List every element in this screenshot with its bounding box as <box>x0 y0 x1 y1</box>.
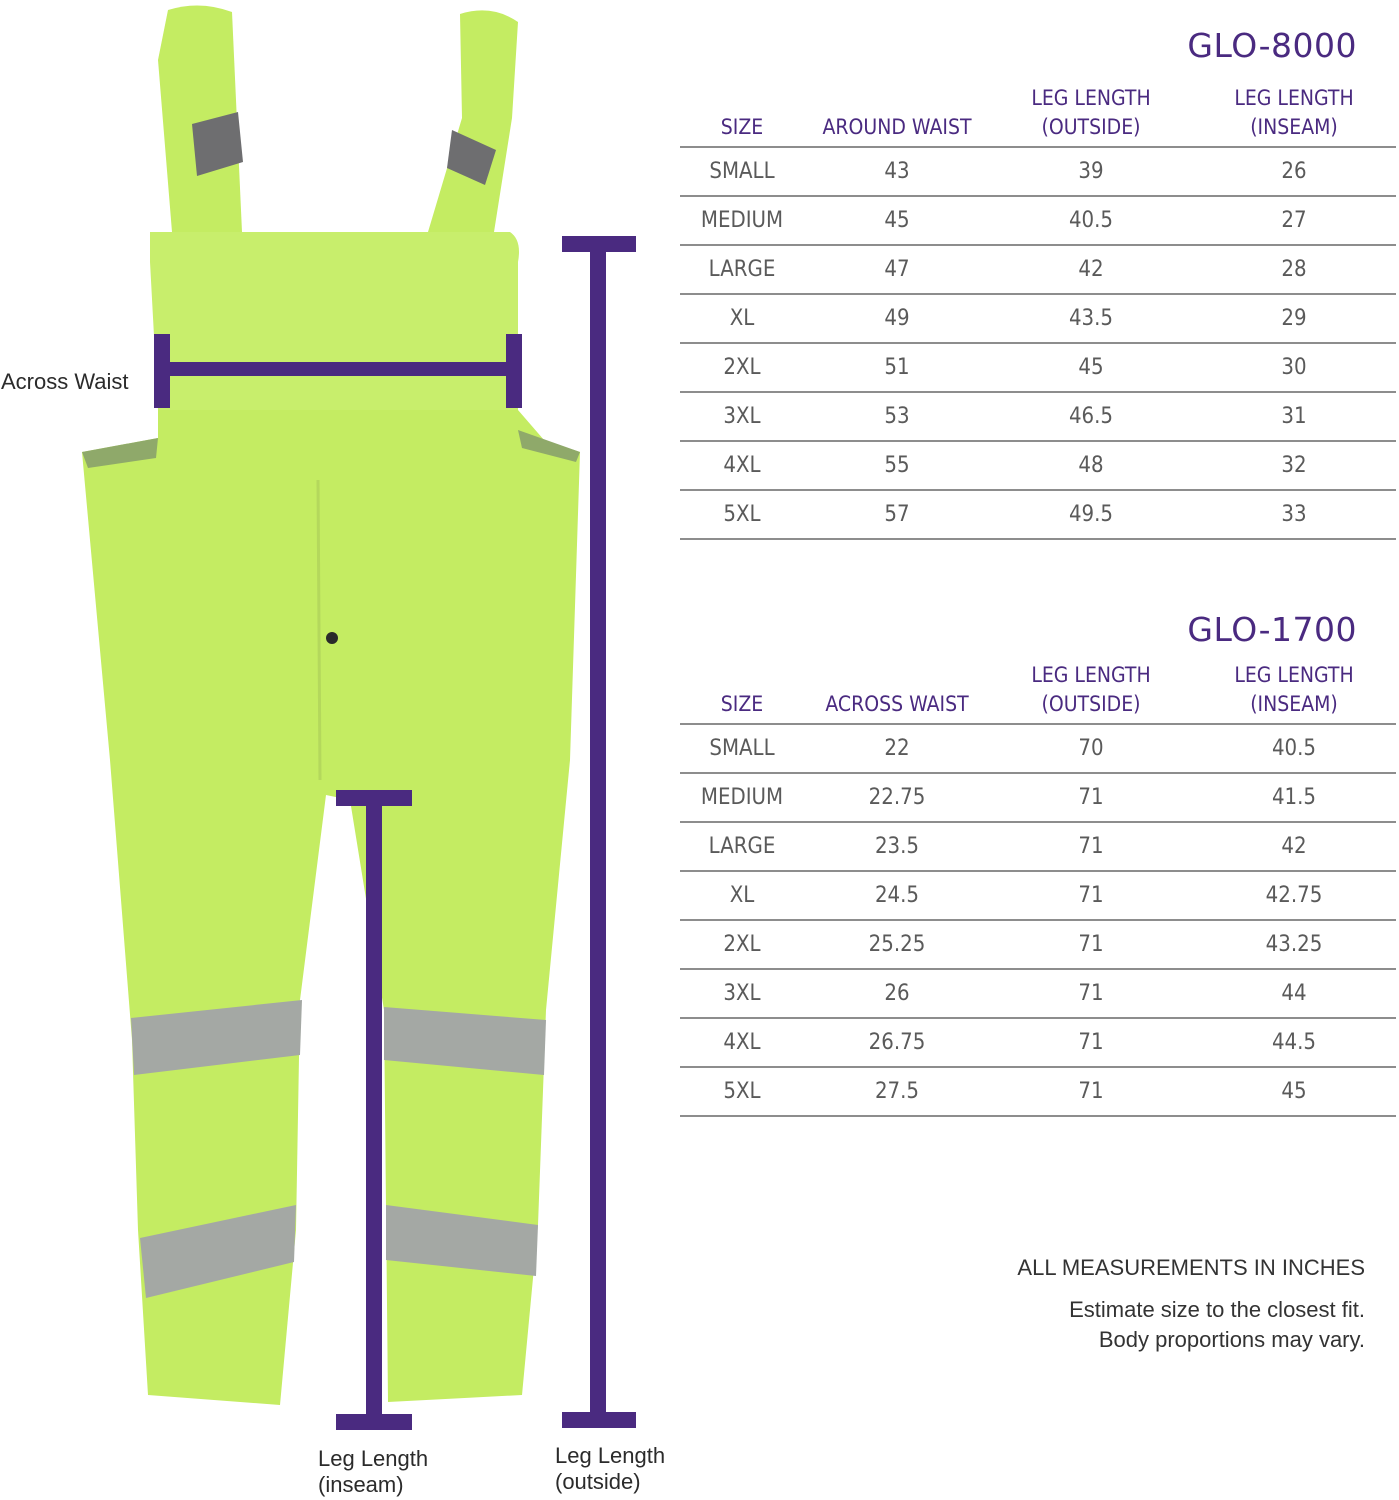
waist-cell: 55 <box>804 441 990 490</box>
size-header: SIZE <box>680 661 804 724</box>
size-cell: SMALL <box>680 147 804 196</box>
size-cell: MEDIUM <box>680 196 804 245</box>
waist-cell: 57 <box>804 490 990 539</box>
waist-cell: 22.75 <box>804 773 990 822</box>
table-header-row <box>680 84 1396 147</box>
outside-cell: 71 <box>990 822 1192 871</box>
inseam-bar <box>366 796 382 1420</box>
outside-cell: 71 <box>990 920 1192 969</box>
inseam-cap-bottom <box>336 1414 412 1430</box>
outside-header <box>990 661 1192 724</box>
inseam-cell: 41.5 <box>1192 773 1396 822</box>
size-cell: 5XL <box>680 490 804 539</box>
table-row <box>680 441 1396 490</box>
outside-cell: 40.5 <box>990 196 1192 245</box>
table-row <box>680 871 1396 920</box>
across-waist-cap-left <box>154 334 170 408</box>
proportions-note: Body proportions may vary. <box>1098 1327 1365 1352</box>
inseam-cell: 30 <box>1192 343 1396 392</box>
glo1700-size-table <box>680 661 1396 1117</box>
inseam-label-line1: Leg Length <box>318 1446 429 1471</box>
inseam-header-line1: LEG LENGTH <box>1234 86 1354 110</box>
inseam-header <box>1192 661 1396 724</box>
inseam-cell: 43.25 <box>1192 920 1396 969</box>
table-row <box>680 724 1396 773</box>
inseam-cell: 32 <box>1192 441 1396 490</box>
across-waist-bar <box>158 362 520 376</box>
outside-cell: 71 <box>990 1067 1192 1116</box>
waist-cell: 47 <box>804 245 990 294</box>
waist-cell: 22 <box>804 724 990 773</box>
outside-cell: 43.5 <box>990 294 1192 343</box>
outside-leg-cap-bottom <box>562 1412 636 1428</box>
outside-cell: 42 <box>990 245 1192 294</box>
bib-panel <box>150 232 519 410</box>
glo8000-size-table <box>680 84 1396 540</box>
table-row <box>680 773 1396 822</box>
across-waist-cap-right <box>506 334 522 408</box>
inseam-cell: 42.75 <box>1192 871 1396 920</box>
table-row <box>680 343 1396 392</box>
size-cell: 4XL <box>680 1018 804 1067</box>
outside-leg-bar <box>590 244 606 1420</box>
outside-cell: 71 <box>990 773 1192 822</box>
table-row <box>680 490 1396 539</box>
waist-cell: 26.75 <box>804 1018 990 1067</box>
outside-cell: 49.5 <box>990 490 1192 539</box>
inseam-cell: 33 <box>1192 490 1396 539</box>
waist-cell: 27.5 <box>804 1067 990 1116</box>
size-cell: 2XL <box>680 920 804 969</box>
outside-label-line2: (outside) <box>555 1469 641 1494</box>
size-cell: LARGE <box>680 245 804 294</box>
waist-cell: 49 <box>804 294 990 343</box>
outside-header-line2: (OUTSIDE) <box>1041 692 1141 716</box>
waist-cell: 26 <box>804 969 990 1018</box>
outside-cell: 46.5 <box>990 392 1192 441</box>
fit-note <box>1069 1295 1365 1355</box>
size-cell: LARGE <box>680 822 804 871</box>
table-row <box>680 920 1396 969</box>
outside-cell: 71 <box>990 871 1192 920</box>
inseam-cell: 29 <box>1192 294 1396 343</box>
size-cell: XL <box>680 294 804 343</box>
table-row <box>680 196 1396 245</box>
table-row <box>680 294 1396 343</box>
inseam-cell: 31 <box>1192 392 1396 441</box>
outside-leg-label <box>555 1443 665 1495</box>
inseam-cell: 26 <box>1192 147 1396 196</box>
fly-seam <box>318 480 320 780</box>
across-waist-label: Across Waist <box>1 369 129 394</box>
inseam-cell: 27 <box>1192 196 1396 245</box>
table-row <box>680 969 1396 1018</box>
waist-header: AROUND WAIST <box>804 84 990 147</box>
waist-cell: 45 <box>804 196 990 245</box>
estimate-note: Estimate size to the closest fit. <box>1069 1297 1365 1322</box>
table-row <box>680 147 1396 196</box>
size-cell: 5XL <box>680 1067 804 1116</box>
size-cell: SMALL <box>680 724 804 773</box>
waist-cell: 43 <box>804 147 990 196</box>
outside-cell: 70 <box>990 724 1192 773</box>
outside-cell: 71 <box>990 1018 1192 1067</box>
waist-cell: 53 <box>804 392 990 441</box>
size-cell: 2XL <box>680 343 804 392</box>
outside-cell: 39 <box>990 147 1192 196</box>
snap-button <box>326 632 338 644</box>
inseam-cell: 42 <box>1192 822 1396 871</box>
inseam-header <box>1192 84 1396 147</box>
waist-cell: 24.5 <box>804 871 990 920</box>
table-row <box>680 1018 1396 1067</box>
outside-header-line1: LEG LENGTH <box>1031 663 1151 687</box>
inseam-label <box>318 1446 428 1498</box>
glo8000-title: GLO-8000 <box>1187 26 1357 65</box>
size-cell: MEDIUM <box>680 773 804 822</box>
table-row <box>680 392 1396 441</box>
table-row <box>680 822 1396 871</box>
inseam-header-line2: (INSEAM) <box>1250 115 1338 139</box>
size-cell: 3XL <box>680 969 804 1018</box>
outside-cell: 48 <box>990 441 1192 490</box>
outside-header <box>990 84 1192 147</box>
size-cell: 4XL <box>680 441 804 490</box>
outside-header-line2: (OUTSIDE) <box>1041 115 1141 139</box>
waist-cell: 23.5 <box>804 822 990 871</box>
outside-header-line1: LEG LENGTH <box>1031 86 1151 110</box>
size-cell: XL <box>680 871 804 920</box>
waist-cell: 25.25 <box>804 920 990 969</box>
table-row <box>680 1067 1396 1116</box>
waist-cell: 51 <box>804 343 990 392</box>
inseam-cell: 44.5 <box>1192 1018 1396 1067</box>
table-row <box>680 245 1396 294</box>
inseam-cell: 44 <box>1192 969 1396 1018</box>
inseam-cell: 45 <box>1192 1067 1396 1116</box>
right-strap <box>428 10 518 232</box>
inseam-header-line2: (INSEAM) <box>1250 692 1338 716</box>
inseam-cell: 28 <box>1192 245 1396 294</box>
inseam-cell: 40.5 <box>1192 724 1396 773</box>
inseam-label-line2: (inseam) <box>318 1472 404 1497</box>
outside-cell: 45 <box>990 343 1192 392</box>
glo1700-title: GLO-1700 <box>1187 610 1357 649</box>
waist-header: ACROSS WAIST <box>804 661 990 724</box>
outside-label-line1: Leg Length <box>555 1443 666 1468</box>
size-cell: 3XL <box>680 392 804 441</box>
inseam-header-line1: LEG LENGTH <box>1234 663 1354 687</box>
outside-cell: 71 <box>990 969 1192 1018</box>
size-header: SIZE <box>680 84 804 147</box>
units-note: ALL MEASUREMENTS IN INCHES <box>1017 1255 1365 1280</box>
table-header-row <box>680 661 1396 724</box>
